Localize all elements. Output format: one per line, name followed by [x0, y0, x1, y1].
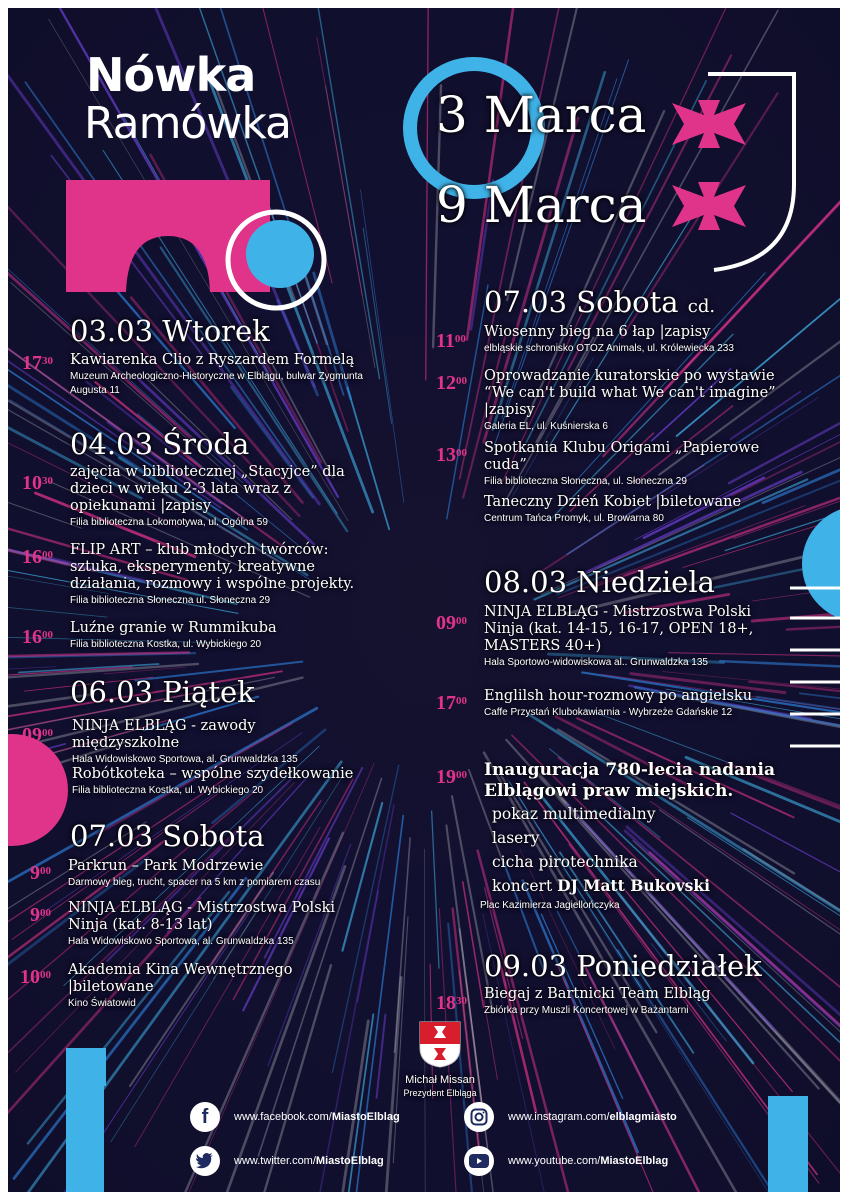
event-item: $17^{00}$ Robótkoteka – wspólne szydełkowanie Filia biblioteczna Kostka, ul. Wybickiego 20	[22, 766, 354, 796]
date-end: 9 Marca	[436, 176, 647, 234]
inauguration-event: $19^{00}$ Inauguracja 780-lecia nadania Elblągowi praw miejskich. pokaz multimedialny lasery cicha pirotechnika koncert DJ Matt Bukovski Plac Kazimierza Jagiellończyka	[436, 760, 776, 911]
patron-name: Michał Missan	[405, 1074, 475, 1086]
event-item: $9^{00}$ Parkrun – Park Modrzewie Darmowy bieg, trucht, spacer na 5 km z pomiarem czasu	[30, 858, 321, 888]
patron-role: Prezydent Elbląga	[403, 1088, 477, 1098]
title-line1: Nówka	[86, 48, 256, 102]
day-heading: 04.03 Środa	[70, 427, 250, 461]
cyan-disc	[246, 220, 314, 288]
event-item: $11^{00}$ Wiosenny bieg na 6 łap |zapisy elbląskie schronisko OTOZ Animals, ul. Królewiecka 233	[436, 324, 734, 354]
youtube-link[interactable]: www.youtube.com/MiastoElblag	[464, 1146, 668, 1176]
instagram-icon	[464, 1102, 494, 1132]
day-heading: 03.03 Wtorek	[70, 314, 270, 348]
city-crest	[410, 1020, 470, 1068]
day-heading: 07.03 Sobota	[70, 819, 265, 853]
event-item: $09^{00}$ NINJA ELBLĄG - zawody międzyszkolne Hala Widowiskowo Sportowa, al. Grunwaldzka 135	[22, 718, 298, 765]
instagram-link[interactable]: www.instagram.com/elblagmiasto	[464, 1102, 677, 1132]
pink-arch-shape	[66, 180, 270, 292]
event-item: $09^{00}$ NINJA ELBLĄG - Mistrzostwa Polski Ninja (kat. 14-15, 16-17, OPEN 18+, MASTERS 40+) Hala Sportowo-widowiskowa al.. Grunwaldzka 135	[436, 604, 754, 668]
pink-cross-top	[672, 100, 746, 148]
pink-cross-bottom	[672, 182, 746, 230]
event-item: $10^{30}$ zajęcia w bibliotecznej „Stacyjce” dla dzieci w wieku 2-3 lata wraz z opiekunami |zapisy Filia biblioteczna Lokomotywa, ul. Ogólna 59	[22, 464, 345, 528]
day-heading: 07.03 Sobota cd.	[484, 285, 716, 319]
facebook-icon: f	[190, 1102, 220, 1132]
event-item: $16^{00}$ Luźne granie w Rummikuba Filia biblioteczna Kostka, ul. Wybickiego 20	[22, 620, 277, 650]
date-start: 3 Marca	[436, 86, 647, 144]
twitter-icon	[190, 1146, 220, 1176]
day-heading: 08.03 Niedziela	[484, 565, 715, 599]
event-item: $9^{00}$ NINJA ELBLĄG - Mistrzostwa Polski Ninja (kat. 8-13 lat) Hala Widowiskowo Sportowa, al. Grunwaldzka 135	[30, 900, 336, 947]
event-item: $18^{30}$ Biegaj z Bartnicki Team Elbląg Zbiórka przy Muszli Koncertowej w Bażantarni	[436, 986, 711, 1016]
title-line2: Ramówka	[84, 98, 292, 149]
twitter-link[interactable]: www.twitter.com/MiastoElblag	[190, 1146, 384, 1176]
event-item: $12^{00}$ Oprowadzanie kuratorskie po wystawie “We can't build what We can't imagine” |zapisy Galeria EL, ul. Kuśnierska 6	[436, 368, 776, 432]
youtube-icon	[464, 1146, 494, 1176]
event-item: $17^{30}$ Kawiarenka Clio z Ryszardem Formelą Muzeum Archeologiczno-Historyczne w Elblągu, bulwar Zygmunta Augusta 11	[22, 352, 363, 396]
poster	[8, 8, 840, 1192]
event-item: $10^{00}$ Akademia Kina Wewnętrznego |biletowane Kino Światowid	[20, 962, 293, 1009]
event-item: $17^{00}$ Englilsh hour-rozmowy po angielsku Caffe Przystań Klubokawiarnia - Wybrzeże Gdańskie 12	[436, 688, 753, 718]
facebook-link[interactable]: f www.facebook.com/MiastoElblag	[190, 1102, 400, 1132]
elblag-crest-icon	[418, 1020, 462, 1068]
day-heading: 06.03 Piątek	[70, 675, 255, 709]
event-item: $13^{00}$ Spotkania Klubu Origami „Papierowe cuda” Filia biblioteczna Słoneczna, ul. Słoneczna 29	[436, 440, 760, 487]
day-heading: 09.03 Poniedziałek	[484, 949, 762, 983]
event-item: $16^{00}$ FLIP ART – klub młodych twórców: sztuka, eksperymenty, kreatywne działania, rozmowy i wspólne projekty. Filia biblioteczna Słoneczna ul. Słoneczna 29	[22, 542, 355, 606]
cyan-bar-left	[66, 1048, 106, 1192]
white-bracket	[708, 74, 794, 270]
event-item: Taneczny Dzień Kobiet |biletowane Centrum Tańca Promyk, ul. Browarna 80	[484, 494, 742, 524]
cyan-half-circle-right	[802, 506, 840, 622]
